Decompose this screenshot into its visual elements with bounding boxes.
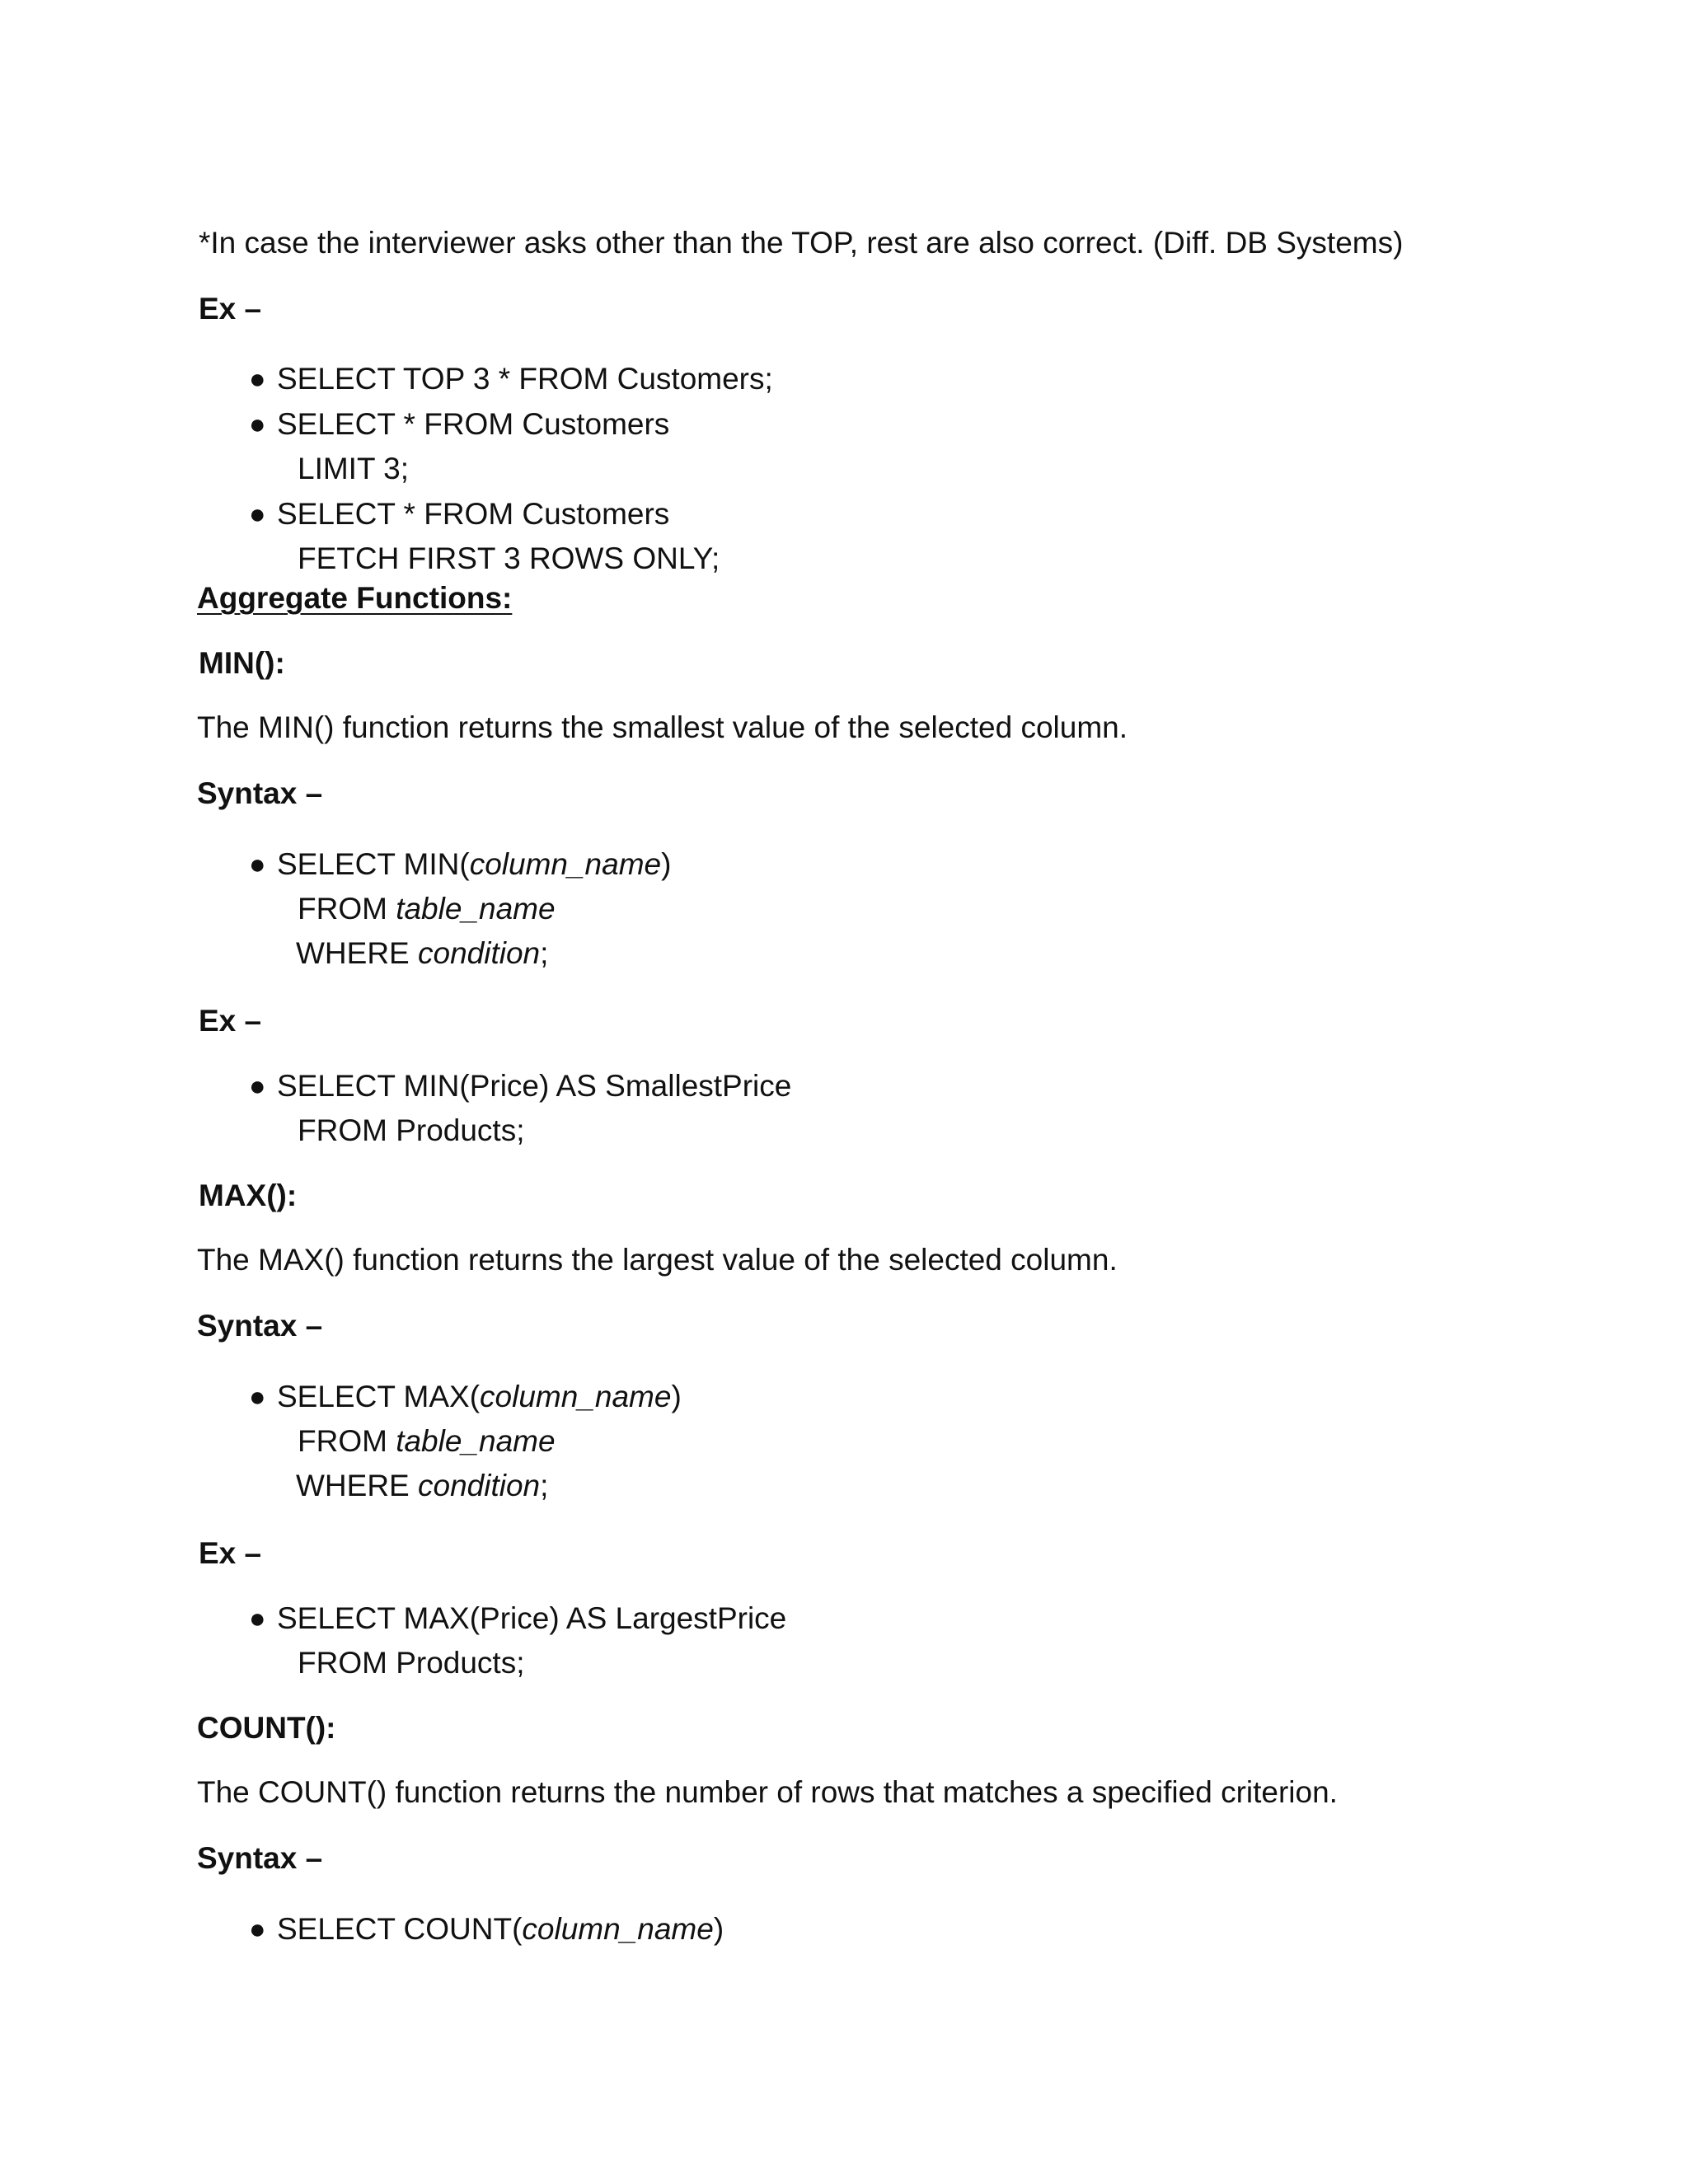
top-example-2-line2: LIMIT 3; bbox=[298, 452, 410, 485]
bullet-icon: ● bbox=[249, 1381, 266, 1413]
min-example-line2: FROM Products; bbox=[298, 1113, 525, 1147]
max-example-line2: FROM Products; bbox=[298, 1646, 525, 1680]
min-description: The MIN() function returns the smallest value of the selected column. bbox=[197, 710, 1128, 744]
top-example-3-line2: FETCH FIRST 3 ROWS ONLY; bbox=[298, 541, 720, 575]
min-example-line1: SELECT MIN(Price) AS SmallestPrice bbox=[277, 1069, 792, 1103]
bullet-icon: ● bbox=[249, 849, 266, 880]
min-syntax-where: WHERE condition; bbox=[296, 936, 549, 970]
max-syntax-select: SELECT MAX(column_name) bbox=[277, 1380, 682, 1413]
bullet-icon: ● bbox=[249, 1071, 266, 1102]
min-syntax-from: FROM table_name bbox=[298, 892, 556, 926]
min-heading: MIN(): bbox=[199, 646, 285, 680]
count-description: The COUNT() function returns the number of rows that matches a specified criterion. bbox=[197, 1775, 1338, 1809]
max-syntax-where: WHERE condition; bbox=[296, 1469, 549, 1502]
top-example-2-line1: SELECT * FROM Customers bbox=[277, 407, 670, 441]
min-syntax-label: Syntax – bbox=[197, 776, 323, 810]
top-example-1: SELECT TOP 3 * FROM Customers; bbox=[277, 362, 773, 396]
max-heading: MAX(): bbox=[199, 1179, 298, 1212]
count-heading: COUNT(): bbox=[197, 1711, 336, 1745]
top-example-3-line1: SELECT * FROM Customers bbox=[277, 497, 670, 531]
ex-label-min: Ex – bbox=[199, 1004, 262, 1038]
max-example-line1: SELECT MAX(Price) AS LargestPrice bbox=[277, 1601, 787, 1635]
max-description: The MAX() function returns the largest value of the selected column. bbox=[197, 1243, 1118, 1277]
bullet-icon: ● bbox=[249, 1603, 266, 1634]
count-syntax-label: Syntax – bbox=[197, 1841, 323, 1875]
ex-label-max: Ex – bbox=[199, 1536, 262, 1570]
bullet-icon: ● bbox=[249, 409, 266, 440]
max-syntax-label: Syntax – bbox=[197, 1309, 323, 1343]
max-syntax-from: FROM table_name bbox=[298, 1424, 556, 1458]
bullet-icon: ● bbox=[249, 499, 266, 530]
top-note: *In case the interviewer asks other than the TOP, rest are also correct. (Diff. DB Systems) bbox=[199, 226, 1404, 260]
ex-label-top: Ex – bbox=[199, 292, 262, 326]
min-syntax-select: SELECT MIN(column_name) bbox=[277, 847, 672, 881]
bullet-icon: ● bbox=[249, 1914, 266, 1945]
bullet-icon: ● bbox=[249, 363, 266, 395]
aggregate-functions-heading: Aggregate Functions: bbox=[197, 581, 513, 615]
count-syntax-select: SELECT COUNT(column_name) bbox=[277, 1912, 724, 1946]
